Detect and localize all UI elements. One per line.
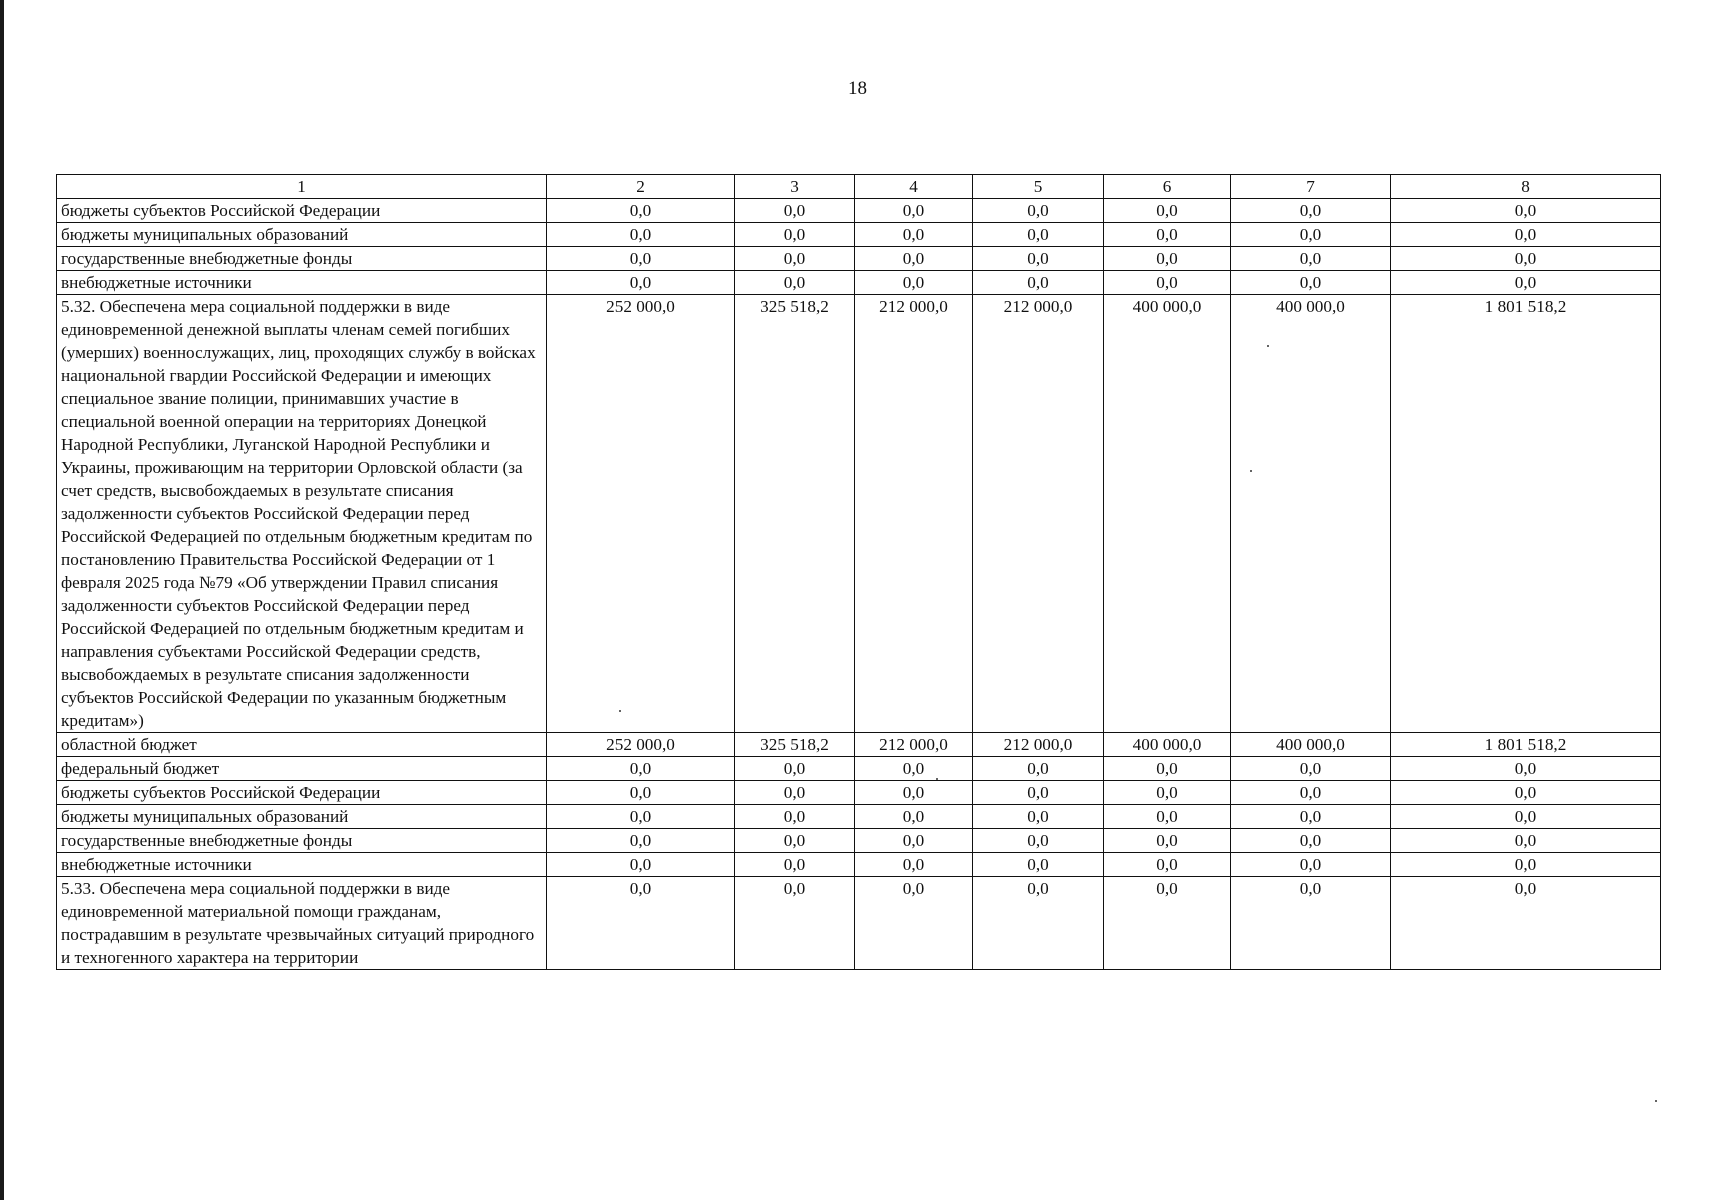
value-cell: 212 000,0 [973,295,1104,733]
table-row [57,223,1661,247]
value-cell: 400 000,0 [1231,733,1391,757]
value-cell: 0,0 [547,223,735,247]
value-cell: 0,0 [735,853,855,877]
value-cell: 0,0 [1391,805,1661,829]
item-5-33-row [57,877,1661,970]
table-row [57,247,1661,271]
value-cell: 0,0 [1391,853,1661,877]
column-number: 8 [1391,175,1661,199]
item-5-32-row [57,295,1661,733]
value-cell: 400 000,0 [1104,733,1231,757]
value-cell: 0,0 [1231,853,1391,877]
funding-source-label: бюджеты муниципальных образований [57,223,547,247]
value-cell: 0,0 [547,247,735,271]
value-cell: 0,0 [735,271,855,295]
value-cell: 0,0 [1391,271,1661,295]
value-cell: 0,0 [1391,757,1661,781]
column-number: 1 [57,175,547,199]
column-number: 4 [855,175,973,199]
scan-speck [1267,345,1269,347]
value-cell: 0,0 [1231,223,1391,247]
value-cell: 0,0 [1231,829,1391,853]
column-number: 7 [1231,175,1391,199]
value-cell: 0,0 [855,199,973,223]
value-cell: 0,0 [1391,247,1661,271]
value-cell: 0,0 [855,757,973,781]
value-cell: 0,0 [973,223,1104,247]
value-cell: 0,0 [855,223,973,247]
value-cell: 0,0 [547,877,735,970]
value-cell: 0,0 [735,223,855,247]
value-cell: 0,0 [735,829,855,853]
value-cell: 0,0 [973,805,1104,829]
value-cell: 0,0 [547,757,735,781]
table-row [57,199,1661,223]
scan-speck [936,778,938,780]
value-cell: 0,0 [735,877,855,970]
value-cell: 0,0 [1391,829,1661,853]
value-cell: 212 000,0 [973,733,1104,757]
budget-table [56,174,1661,970]
funding-source-label: бюджеты субъектов Российской Федерации [57,781,547,805]
value-cell: 0,0 [1231,271,1391,295]
value-cell: 0,0 [973,781,1104,805]
value-cell: 1 801 518,2 [1391,733,1661,757]
value-cell: 0,0 [1104,781,1231,805]
value-cell: 1 801 518,2 [1391,295,1661,733]
value-cell: 0,0 [547,199,735,223]
column-number: 5 [973,175,1104,199]
value-cell: 0,0 [1104,805,1231,829]
value-cell: 0,0 [855,271,973,295]
value-cell: 0,0 [735,247,855,271]
value-cell: 400 000,0 [1231,295,1391,733]
table-row [57,829,1661,853]
value-cell: 0,0 [855,247,973,271]
value-cell: 0,0 [1391,199,1661,223]
value-cell: 0,0 [1104,199,1231,223]
value-cell: 0,0 [1231,757,1391,781]
scan-edge-shadow [0,0,4,1200]
value-cell: 0,0 [547,853,735,877]
value-cell: 0,0 [1104,247,1231,271]
value-cell: 0,0 [735,757,855,781]
value-cell: 0,0 [547,805,735,829]
value-cell: 0,0 [1104,271,1231,295]
scan-speck [1655,1100,1657,1102]
value-cell: 0,0 [735,781,855,805]
value-cell: 252 000,0 [547,295,735,733]
value-cell: 0,0 [973,271,1104,295]
table-row [57,853,1661,877]
value-cell: 0,0 [1104,223,1231,247]
item-5-32-source-rows [57,733,1661,877]
value-cell: 0,0 [1231,805,1391,829]
column-number: 2 [547,175,735,199]
value-cell: 0,0 [855,805,973,829]
value-cell: 0,0 [547,271,735,295]
value-cell: 0,0 [1231,877,1391,970]
funding-source-label: внебюджетные источники [57,853,547,877]
value-cell: 0,0 [855,829,973,853]
value-cell: 325 518,2 [735,295,855,733]
column-number: 3 [735,175,855,199]
funding-source-label: бюджеты субъектов Российской Федерации [57,199,547,223]
table-row [57,271,1661,295]
value-cell: 0,0 [973,877,1104,970]
page-number: 18 [848,78,867,99]
value-cell: 0,0 [1391,223,1661,247]
value-cell: 0,0 [735,805,855,829]
value-cell: 0,0 [855,781,973,805]
funding-source-label: внебюджетные источники [57,271,547,295]
value-cell: 0,0 [973,829,1104,853]
value-cell: 0,0 [855,877,973,970]
funding-source-label: областной бюджет [57,733,547,757]
value-cell: 0,0 [1104,757,1231,781]
value-cell: 0,0 [1231,781,1391,805]
value-cell: 0,0 [1231,247,1391,271]
table-row [57,805,1661,829]
value-cell: 212 000,0 [855,733,973,757]
value-cell: 400 000,0 [1104,295,1231,733]
value-cell: 0,0 [1391,877,1661,970]
section-top-rows [57,199,1661,295]
funding-source-label: федеральный бюджет [57,757,547,781]
funding-source-label: государственные внебюджетные фонды [57,829,547,853]
item-5-32-description: 5.32. Обеспечена мера социальной поддержки в виде единовременной денежной выплаты членам семей погибших (умерших) военнослужащих, лиц, проходящих службу в войсках национальной гвардии Российской Федерации и имеющих специальное звание полиции, принимавших участие в специальной военной операции на территориях Донецкой Народной Республики, Луганской Народной Республики и Украины, проживающим на территории Орловской области (за счет средств, высвобождаемых в результате списания задолженности субъектов Российской Федерации перед Российской Федерацией по отдельным бюджетным кредитам по постановлению Правительства Российской Федерации от 1 февраля 2025 года №79 «Об утверждении Правил списания задолженности субъектов Российской Федерации перед Российской Федерацией по отдельным бюджетным кредитам и направления субъектами Российской Федерации средств, высвобождаемых в результате списания задолженности субъектов Российской Федерации по указанным бюджетным кредитам») [57,295,547,733]
value-cell: 0,0 [1104,829,1231,853]
value-cell: 0,0 [735,199,855,223]
column-number: 6 [1104,175,1231,199]
value-cell: 0,0 [1391,781,1661,805]
value-cell: 0,0 [855,853,973,877]
value-cell: 0,0 [547,781,735,805]
value-cell: 212 000,0 [855,295,973,733]
value-cell: 0,0 [973,199,1104,223]
value-cell: 0,0 [973,757,1104,781]
table-row [57,781,1661,805]
item-5-33-description: 5.33. Обеспечена мера социальной поддержки в виде единовременной материальной помощи гражданам, пострадавшим в результате чрезвычайных ситуаций природного и техногенного характера на территории [57,877,547,970]
value-cell: 0,0 [1104,853,1231,877]
table-row [57,733,1661,757]
value-cell: 252 000,0 [547,733,735,757]
funding-source-label: государственные внебюджетные фонды [57,247,547,271]
value-cell: 0,0 [1104,877,1231,970]
scan-speck [619,710,621,712]
table-row [57,757,1661,781]
funding-source-label: бюджеты муниципальных образований [57,805,547,829]
value-cell: 0,0 [547,829,735,853]
value-cell: 0,0 [973,247,1104,271]
column-number-row [57,175,1661,199]
value-cell: 0,0 [1231,199,1391,223]
value-cell: 0,0 [973,853,1104,877]
value-cell: 325 518,2 [735,733,855,757]
scan-speck [1250,470,1252,472]
